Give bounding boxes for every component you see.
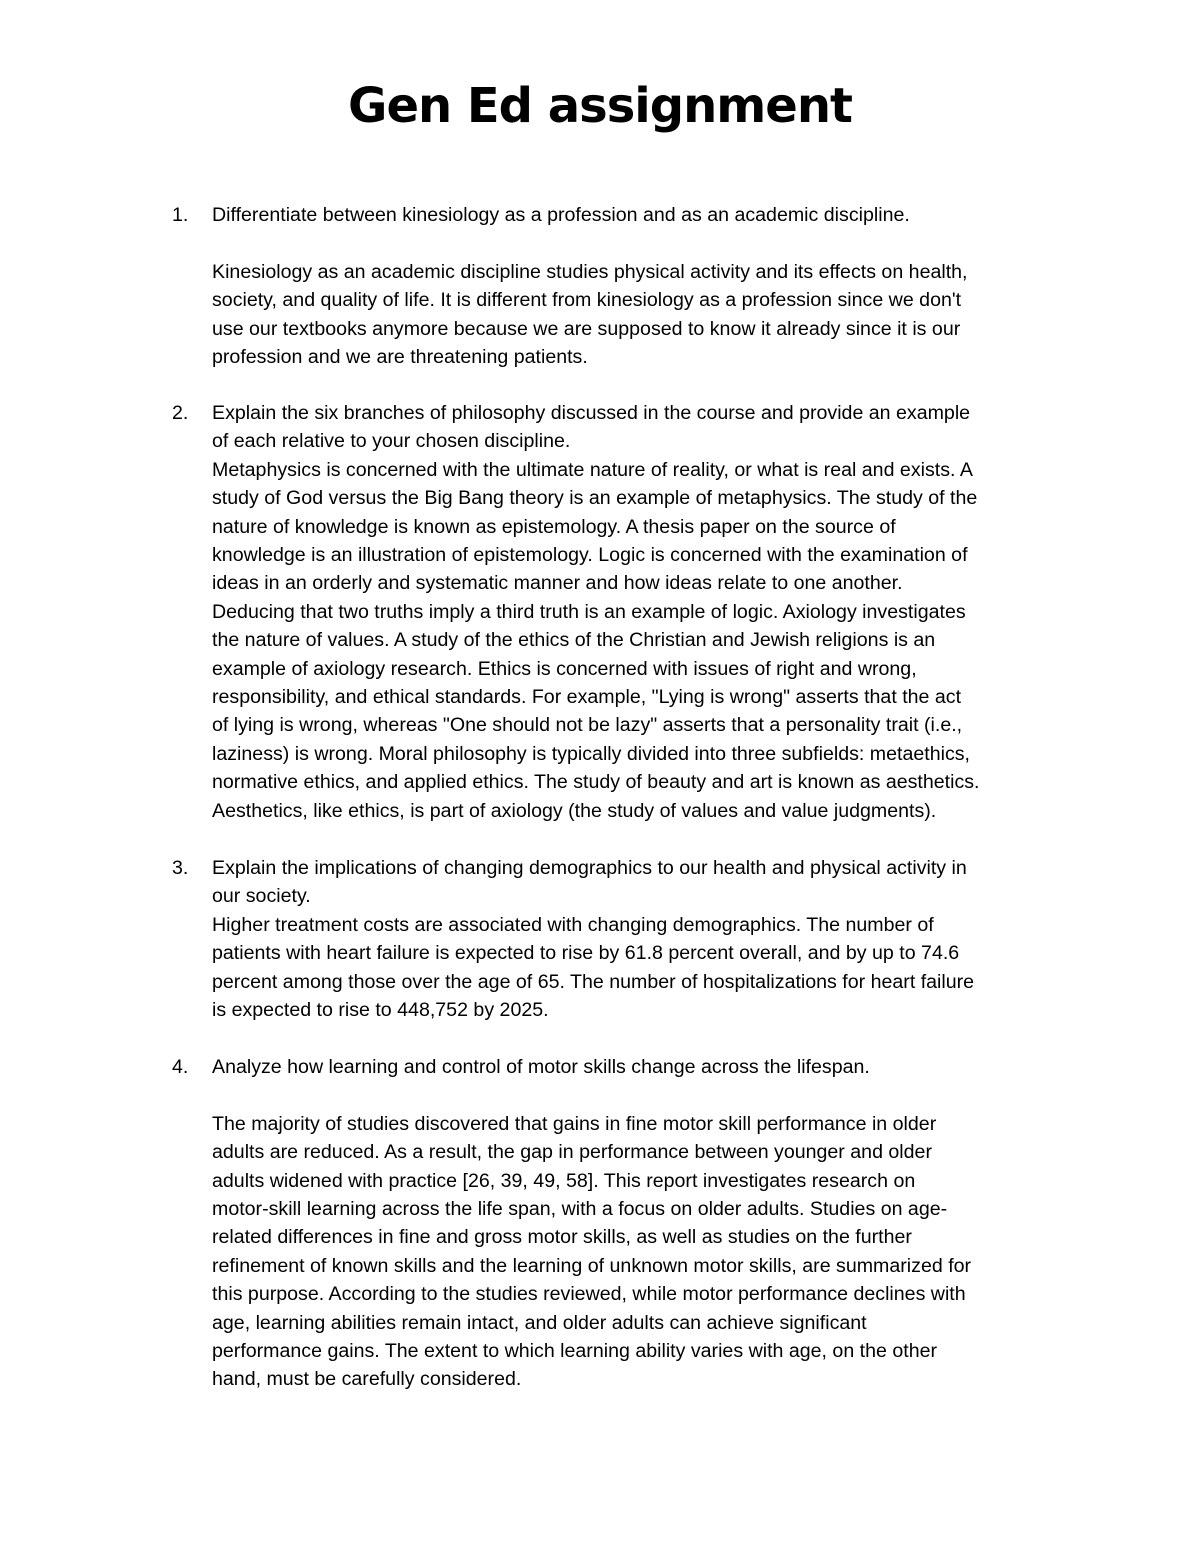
answer-line: this purpose. According to the studies reviewed, while motor performance declines with [212, 1283, 966, 1306]
item-body [212, 201, 1072, 371]
answer-line: knowledge is an illustration of epistemology. Logic is concerned with the examination of [212, 544, 968, 567]
answer-line: Aesthetics, like ethics, is part of axiology (the study of values and value judgments). [212, 799, 937, 822]
answer-line: percent among those over the age of 65. The number of hospitalizations for heart failure [212, 970, 975, 993]
answer-line: refinement of known skills and the learning of unknown motor skills, are summarized for [212, 1254, 972, 1277]
answer-line: adults are reduced. As a result, the gap in performance between younger and older [212, 1141, 932, 1164]
answer-line: related differences in fine and gross motor skills, as well as studies on the further [212, 1226, 912, 1249]
answer-line: the nature of values. A study of the ethics of the Christian and Jewish religions is an [212, 629, 936, 652]
answer-line: The majority of studies discovered that gains in fine motor skill performance in older [212, 1112, 937, 1135]
question-text: Differentiate between kinesiology as a profession and as an academic discipline. [212, 204, 910, 226]
item-body [212, 854, 1072, 1024]
answer-line: example of axiology research. Ethics is concerned with issues of right and wrong, [212, 657, 917, 680]
answer-line: Metaphysics is concerned with the ultimate nature of reality, or what is real and exists. A [212, 458, 973, 481]
paragraph-gap [212, 229, 1072, 257]
answer-line: hand, must be carefully considered. [212, 1368, 522, 1391]
answer-line: study of God versus the Big Bang theory is an example of metaphysics. The study of the [212, 487, 978, 510]
answer-line: patients with heart failure is expected to rise by 61.8 percent overall, and by up to 74.6 [212, 942, 960, 965]
answer-line: ideas in an orderly and systematic manner and how ideas relate to one another. [212, 572, 903, 595]
answer-line: society, and quality of life. It is different from kinesiology as a profession since we don't [212, 289, 962, 312]
answer-line: nature of knowledge is known as epistemology. A thesis paper on the source of [212, 515, 896, 538]
answer-line: Higher treatment costs are associated with changing demographics. The number of [212, 913, 934, 936]
answer-line: use our textbooks anymore because we are supposed to know it already since it is our [212, 317, 961, 340]
document-title: Gen Ed assignment [348, 78, 852, 134]
answer-line: of lying is wrong, whereas "One should not be lazy" asserts that a personality trait (i.e., [212, 714, 963, 737]
item-body [212, 1053, 1072, 1394]
answer-line: normative ethics, and applied ethics. The study of beauty and art is known as aesthetics. [212, 771, 980, 794]
paragraph-gap [212, 1081, 1072, 1109]
answer-line: is expected to rise to 448,752 by 2025. [212, 999, 549, 1022]
question-line: Explain the six branches of philosophy discussed in the course and provide an example [212, 402, 971, 424]
item-number: 4. [172, 1056, 189, 1078]
answer-line: Kinesiology as an academic discipline studies physical activity and its effects on health, [212, 260, 968, 283]
item-number: 3. [172, 857, 189, 879]
answer-line: profession and we are threatening patients. [212, 346, 588, 369]
answer-line: laziness) is wrong. Moral philosophy is typically divided into three subfields: metaethics, [212, 742, 970, 765]
answer-line: age, learning abilities remain intact, and older adults can achieve significant [212, 1311, 867, 1334]
item-body [212, 399, 1072, 825]
answer-line: responsibility, and ethical standards. For example, "Lying is wrong" asserts that the act [212, 686, 962, 709]
item-number: 2. [172, 402, 189, 424]
answer-line: adults widened with practice [26, 39, 49, 58]. This report investigates research on [212, 1169, 916, 1192]
question-line: Explain the implications of changing demographics to our health and physical activity in [212, 857, 967, 879]
question-text: Analyze how learning and control of motor skills change across the lifespan. [212, 1056, 870, 1078]
question-line: our society. [212, 885, 311, 908]
item-number: 1. [172, 204, 189, 226]
question-line: of each relative to your chosen discipline. [212, 430, 571, 453]
answer-line: Deducing that two truths imply a third truth is an example of logic. Axiology investigates [212, 600, 966, 623]
answer-line: motor-skill learning across the life span, with a focus on older adults. Studies on age- [212, 1198, 948, 1221]
answer-line: performance gains. The extent to which learning ability varies with age, on the other [212, 1340, 938, 1363]
